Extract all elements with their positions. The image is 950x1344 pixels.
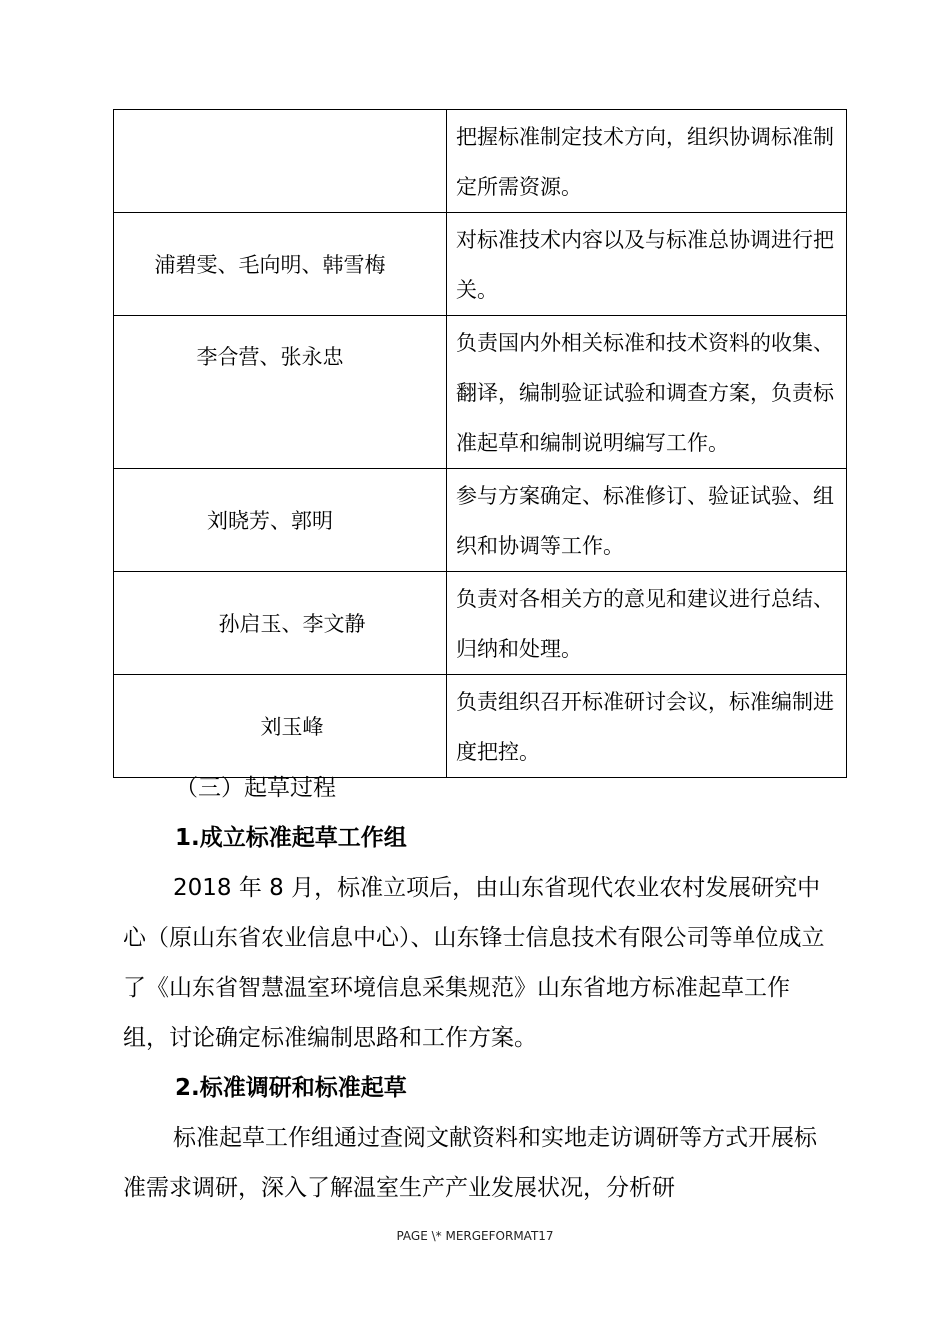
table-row [114,213,847,316]
member-names-cell [114,110,447,213]
duty-cell: 参与方案确定、标准修订、验证试验、组织和协调等工作。 [447,469,847,572]
duty-cell: 把握标准制定技术方向，组织协调标准制定所需资源。 [447,110,847,213]
table-row [114,316,847,469]
member-names: 李合营、张永忠 [196,345,344,369]
member-names-cell [114,316,447,469]
duty-cell: 负责国内外相关标准和技术资料的收集、翻译，编制验证试验和调查方案，负责标准起草和编制说明编写工作。 [447,316,847,469]
paragraph-1: 2018 年 8 月，标准立项后，由山东省现代农业农村发展研究中心（原山东省农业信息中心）、山东锋士信息技术有限公司等单位成立了《山东省智慧温室环境信息采集规范》山东省地方标准起草工作组，讨论确定标准编制思路和工作方案。 [123,875,825,1051]
subsection-title-2: 2.标准调研和标准起草 [175,1075,407,1101]
member-names-cell [114,572,447,675]
table-row [114,572,847,675]
duty-cell: 对标准技术内容以及与标准总协调进行把关。 [447,213,847,316]
table-row [114,110,847,213]
table-row [114,469,847,572]
page-footer: PAGE \* MERGEFORMAT17 [396,1229,554,1243]
subsection-title-1: 1.成立标准起草工作组 [175,825,407,851]
member-names-cell [114,213,447,316]
duty-cell: 负责对各相关方的意见和建议进行总结、归纳和处理。 [447,572,847,675]
member-names: 刘玉峰 [260,715,324,739]
section-heading: （三）起草过程 [175,775,336,801]
paragraph-2: 标准起草工作组通过查阅文献资料和实地走访调研等方式开展标准需求调研，深入了解温室生产产业发展状况，分析研 [123,1125,817,1201]
member-names: 浦碧雯、毛向明、韩雪梅 [154,253,386,277]
responsibility-table [113,109,847,778]
duty-cell: 负责组织召开标准研讨会议，标准编制进度把控。 [447,675,847,778]
member-names: 刘晓芳、郭明 [207,509,333,533]
member-names-cell [114,469,447,572]
member-names: 孙启玉、李文静 [218,612,366,636]
